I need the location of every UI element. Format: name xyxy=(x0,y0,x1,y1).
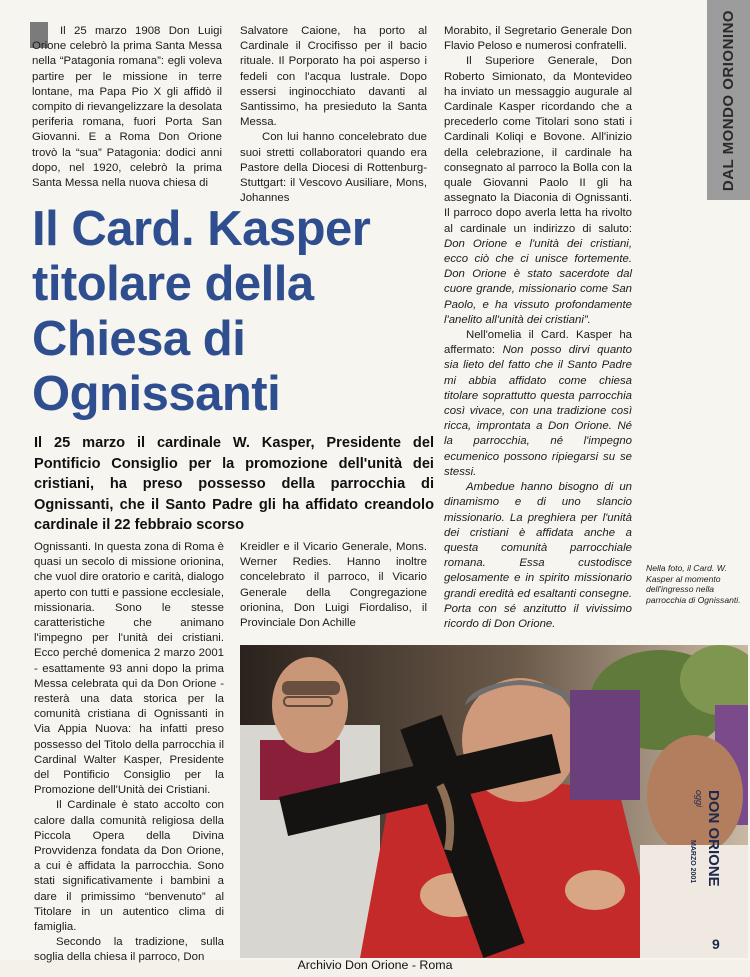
paragraph: Morabito, il Segretario Generale Don Flavio Peloso e numerosi confratelli. xyxy=(444,25,632,53)
article-lead xyxy=(34,433,434,536)
photo-illustration xyxy=(240,645,748,958)
title-line: Chiesa di xyxy=(32,312,246,366)
magazine-issue: MARZO 2001 xyxy=(689,840,696,884)
paragraph: Il Cardinale è stato accolto con calore dalla comunità religiosa della Piccola Opera della Divina Provvidenza fondata da Don Orione, a cui è affidata la parrocchia. Sono stati significativamente i bambini a dare il primissimo “benvenuto” al Titolare in un autentico clima di famiglia. xyxy=(34,799,224,934)
paragraph: Kreidler e il Vicario Generale, Mons. Werner Redies. Hanno inoltre concelebrato il parroco, il Vicario Generale della Congregazione orionina, Don Luigi Fiordaliso, il Provinciale Don Achille xyxy=(240,541,427,630)
magazine-sub: oggi xyxy=(694,790,704,808)
quote-text: Non posso dirvi quanto sia lieto del fatto che il Santo Padre mi abbia affidato come chiesa titolare soprattutto questa parrocchia così vivace, con una tradizione così ricca, improntata a Don Orione. Né la parrocchia, né l'impegno ecumenico possono ripiegarsi su se stessi. xyxy=(444,344,632,478)
paragraph: Salvatore Caione, ha porto al Cardinale il Crocifisso per il bacio rituale. Il Porporato ha poi asperso i fedeli con l'acqua lustrale. Dopo essersi inginocchiato davanti al Santissimo, ha presieduto la Santa Messa. xyxy=(240,25,427,129)
paragraph: Con lui hanno concelebrato due suoi stretti collaboratori quando era Pastore della Diocesi di Rottenburg-Stuttgart: il Vescovo Ausiliare, Mons, Johannes xyxy=(240,131,427,205)
title-line: Il Card. Kasper xyxy=(32,202,371,256)
section-tab xyxy=(707,0,750,200)
title-line: titolare della xyxy=(32,257,314,311)
paragraph: Secondo la tradizione, sulla soglia della chiesa il parroco, Don xyxy=(34,936,224,964)
lead-text: Il 25 marzo il cardinale W. Kasper, Presidente del Pontificio Consiglio per la promozione dell'unità dei cristiani, ha preso possesso della parrocchia di Ognissanti, che il Santo Padre gli ha affidato creandolo cardinale il 22 febbraio scorso xyxy=(34,435,434,534)
column-1-top xyxy=(32,24,222,191)
paragraph: Il 25 marzo 1908 Don Luigi Orione celebrò la prima Santa Messa nella “Patagonia romana”: egli voleva partire per le missione in terre lontane, ma Papa Pio X gli affidò il compito di rievangelizzare la desolata periferia romana, fuori Porta San Giovanni. E a Roma Don Orione trovò la “sua” Patagonia: dodici anni dopo, nel 1920, celebrò la prima Santa Messa nella nuova chiesa di xyxy=(32,25,222,190)
paragraph-text: Il Superiore Generale, Don Roberto Simionato, da Montevideo ha inviato un messaggio augurale al Cardinale Kasper ricordando che a precederlo come Titolari sono stati i Cardinali Koliqi e Bovone. All'inizio della celebrazione, il cardinale ha consegnato al parroco la Bolla con la quale Giovanni Paolo II gli ha assegnato la Diaconia di Ognissanti. Il parroco dopo averla letta ha rivolto al cardinale un indirizzo di saluto: xyxy=(444,55,632,235)
quote-text: Don Orione e l'unità dei cristiani, ecco ciò che ci unisce fortemente. Don Orione è stato sacerdote dal cuore grande, missionario come San Paolo, e ha vissuto profondamente l'anelito all'unità dei cristiani”. xyxy=(444,237,632,326)
paragraph xyxy=(444,328,632,480)
column-1-bottom xyxy=(34,540,224,966)
paragraph-text: Nell'omelia il Card. Kasper ha affermato: xyxy=(444,329,632,357)
photo xyxy=(240,645,748,958)
magazine-name: DON ORIONE xyxy=(705,790,722,887)
column-2-bottom xyxy=(240,540,427,631)
paragraph: Ognissanti. In questa zona di Roma è quasi un secolo di missione orionina, che vuol dire oratorio e carità, dialogo aperto con tutti e passione ecclesiale, missionaria. Sono le stesse caratteristiche che animano l'impegno per l'unità dei cristiani. Ecco perché domenica 2 marzo 2001 - esattamente 93 anni dopo la prima Messa celebrata qui da Don Orione - resterà una data storica per la comunità cristiana di Ognissanti in Via Appia Nuova: ha infatti preso possesso del Titolo della parrocchia il Cardinal Walter Kasper, Presidente del Pontificio Consiglio per la Promozione dell'Unità dei Cristiani. xyxy=(34,541,224,797)
paragraph: Ambedue hanno bisogno di un dinamismo e di uno slancio missionario. La preghiera per l'unità dei cristiani è affidata anche a questa comunità parrocchiale romana. Essa custodisce gelosamente e in spirito missionario grandi eredità ed esaltanti consegne. Porta con sé anzitutto il vivissimo ricordo di Don Orione. xyxy=(444,481,632,630)
article-title xyxy=(32,202,432,422)
column-2-top xyxy=(240,24,427,206)
magazine-logo xyxy=(690,790,730,930)
section-label: DAL MONDO ORIONINO xyxy=(720,9,738,191)
title-line: Ognissanti xyxy=(32,367,281,421)
page-number: 9 xyxy=(712,936,720,952)
archive-footer: Archivio Don Orione - Roma xyxy=(297,958,453,972)
paragraph xyxy=(444,54,632,328)
photo-caption: Nella foto, il Card. W. Kasper al momento dell'ingresso nella parrocchia di Ognissanti. xyxy=(646,563,741,605)
column-3 xyxy=(444,24,632,632)
